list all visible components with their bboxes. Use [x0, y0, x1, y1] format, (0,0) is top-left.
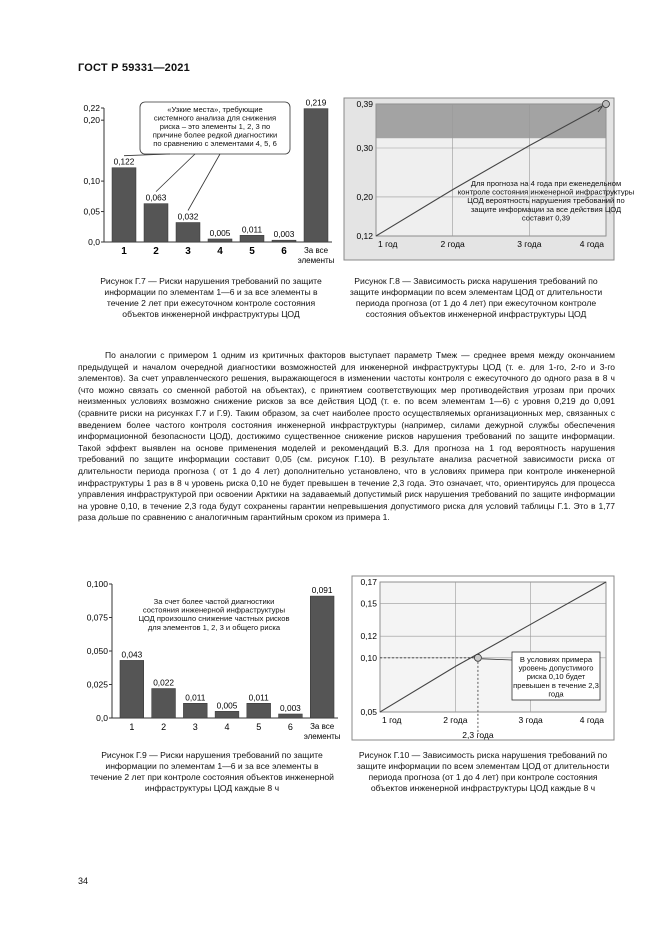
bar [215, 711, 239, 718]
bar-value-label: 0,043 [121, 649, 143, 660]
bar-value-label: 0,091 [311, 585, 333, 596]
figure-g10-line-chart [352, 576, 614, 740]
x-category-label [298, 246, 335, 265]
annotation-text-line: ЦОД вероятность нарушения требований по [467, 196, 625, 206]
x-tick-label: 1 год [382, 715, 402, 725]
annotation-text-line: Для прогноза на 4 года при еженедельном [470, 179, 622, 188]
y-tick-label: 0,17 [360, 577, 377, 587]
bar-value-label: 0,022 [153, 677, 174, 688]
bar [310, 596, 334, 718]
x-category-label: 6 [287, 722, 293, 732]
annotation-text-line: контроле состояния инженерной инфраструктуры [457, 187, 635, 197]
annotation-text-line: защите информации за все действия ЦОД [470, 204, 622, 214]
annotation-text-line: За счет более частой диагностики [153, 597, 275, 606]
y-tick-label: 0,20 [356, 191, 373, 202]
y-tick-label: 0,0 [88, 237, 100, 247]
bar [247, 703, 271, 718]
bar-value-label: 0,011 [185, 692, 206, 703]
y-tick-label: 0,30 [356, 143, 373, 153]
x-category-label: 2 [161, 722, 167, 732]
bar [152, 689, 176, 718]
annotation-text-line: уровень допустимого [518, 663, 594, 673]
figure-g10-caption: Рисунок Г.10 — Зависимость риска нарушения требований по защите информации по всем элементам ЦОД от длительности периода прогноза (от 1 до 4 лет) при контроле состояния объектов инженерной инфраструктуры ЦОД каждые 8 ч [356, 750, 610, 793]
x-category-label: 3 [192, 722, 198, 732]
y-tick-label: 0,22 [83, 103, 100, 113]
bar [304, 109, 328, 242]
x-category-label: 2 [153, 246, 159, 257]
y-tick-label: 0,075 [86, 612, 108, 623]
annotation-text-line: причине более редкой диагностики [152, 130, 278, 140]
y-tick-label: 0,025 [86, 679, 108, 690]
bar [144, 204, 168, 242]
annotation-text-line: системного анализа для снижения [153, 113, 277, 123]
x-category-label: 4 [217, 246, 223, 257]
y-tick-label: 0,050 [86, 646, 108, 656]
annotation-arrow [188, 154, 220, 211]
figure-g7-caption: Рисунок Г.7 — Риски нарушения требований по защите информации по элементам 1—6 и за все элементы в течение 2 лет при ежесуточном контроле состояния объектов инженерной инфраструктуры ЦОД [100, 276, 322, 319]
annotation-text-line: риска 0,10 будет [526, 672, 586, 682]
x-tick-label: 2 года [443, 715, 468, 725]
bar-value-label: 0,063 [145, 192, 167, 203]
risk-band [376, 104, 606, 138]
x-category-label-line: За все [303, 246, 329, 255]
x-category-label: 1 [121, 246, 127, 257]
bar-value-label: 0,032 [177, 211, 199, 222]
bar [272, 240, 296, 242]
y-tick-label: 0,10 [83, 176, 100, 187]
annotation-text-line: года [548, 689, 564, 699]
x-category-label: 4 [224, 722, 230, 732]
bar-value-label: 0,011 [241, 224, 263, 235]
y-tick-label: 0,10 [360, 652, 377, 663]
bar-value-label: 0,219 [305, 97, 327, 108]
y-tick-label: 0,15 [360, 598, 377, 609]
annotation-text-line: по сравнению с элементами 4, 5, 6 [153, 139, 277, 148]
bar-value-label: 0,005 [209, 227, 231, 238]
document-header: ГОСТ Р 59331—2021 [78, 62, 190, 74]
bar-value-label: 0,003 [273, 229, 295, 240]
figure-g8-line-chart [344, 98, 635, 260]
marker-x-label: 2,3 года [462, 730, 494, 740]
annotation-text-line: В условиях примера [519, 655, 593, 664]
x-tick-label: 4 года [579, 715, 604, 725]
y-tick-label: 0,100 [86, 579, 108, 589]
x-category-label [304, 722, 341, 741]
x-tick-label: 3 года [517, 239, 542, 249]
bar-value-label: 0,011 [248, 692, 269, 703]
y-tick-label: 0,12 [356, 231, 373, 241]
bar [176, 223, 200, 242]
x-category-label-line: За все [310, 722, 335, 731]
annotation-text-line: ЦОД произошло снижение частных рисков [138, 614, 290, 624]
x-tick-label: 4 года [579, 239, 604, 249]
bar [240, 235, 264, 242]
y-tick-label: 0,0 [96, 713, 108, 723]
y-tick-label: 0,05 [360, 707, 377, 717]
x-tick-label: 1 год [378, 239, 398, 249]
bar-value-label: 0,003 [280, 702, 301, 713]
bar [120, 660, 144, 718]
x-category-label: 3 [185, 246, 191, 257]
figure-g9-caption: Рисунок Г.9 — Риски нарушения требований по защите информации по элементам 1—6 и за все элементы в течение 2 лет при контроле состояния объектов инженерной инфраструктуры ЦОД каждые 8 ч [90, 750, 334, 793]
y-tick-label: 0,20 [83, 115, 100, 126]
y-tick-label: 0,39 [356, 99, 373, 109]
bar [183, 703, 207, 718]
figure-g7-bar-chart [78, 98, 338, 268]
annotation-text-line: «Узкие места», требующие [167, 105, 263, 114]
x-category-label: 6 [281, 246, 287, 257]
bar-value-label: 0,005 [216, 700, 238, 711]
x-category-label-line: элементы [297, 256, 335, 265]
figure-g8-caption: Рисунок Г.8 — Зависимость риска нарушения требований по защите информации по всем элементам ЦОД от длительности периода прогноза (от 1 до 4 лет) при ежесуточном контроле состояния объектов инженерной инфраструктуры ЦОД [349, 276, 603, 319]
figure-g9-bar-chart [78, 576, 344, 744]
threshold-marker [474, 654, 481, 661]
x-tick-label: 3 года [518, 715, 543, 725]
bar [279, 714, 303, 718]
annotation-text [153, 105, 278, 148]
annotation-arrow [156, 154, 195, 192]
x-category-label: 1 [129, 722, 135, 732]
annotation-text-line: состояния инженерной инфраструктуры [142, 605, 286, 615]
annotation-text-line: риска – это элементы 1, 2, 3 по [159, 122, 271, 131]
body-paragraph: По аналогии с примером 1 одним из критичных факторов выступает параметр Tмеж — среднее время между окончанием предыдущей и началом очередной диагностики возможностей для инженерной инфраструктуры ЦОД (т. е. для 1-го, 2-го и 3-го элементов). За счет управленческого решения, выражающегося в изменении частоты контроля с ежесуточного до одного раза в 8 ч (что можно связать со сменной работой на объектах), с принятием соответствующих мер противодействия угрозам при прочих неизменных условиях возможно снижение рисков за все действия ЦОД (т. е. по всем элементам 1—6) с уровня 0,219 до 0,091 (сравните риски на рисунках Г.7 и Г.9). Таким образом, за счет наиболее просто осуществляемых организационных мер, связанных с введением более частого контроля состояния инженерной инфраструктуры (например, силами дежурной службы обеспечения информационной безопасности ЦОД), достижимо существенное снижение рисков нарушения требований по защите информации. Такой эффект выявлен на основе применения моделей и рекомендаций В.3. Для прогноза на 1 год вероятность нарушения требований по защите информации составит 0,05 (см. рисунок Г.10). В результате анализа расчетной зависимости риска от длительности периода прогноза ( от 1 до 4 лет) дополнительно установлено, что в условиях примера при контроле инженерной инфраструктуры 1 раз в 8 ч уровень риска 0,10 не будет превышен в течение 2,3 года. Это означает, что, ориентируясь для процесса управления инфраструктурой при освоении Арктики на задаваемый допустимый риск нарушения требований по защите информации на уровне 0,10, в течение 2,3 года будут сохранены гарантии непревышения допустимого риска для условий таблицы Г.1. Это в 1,77 раза дольше по сравнению с аналогичным гарантийным сроком из примера 1. [78, 350, 615, 523]
annotation-text-line: для элементов 1, 2, 3 и общего риска [147, 622, 281, 632]
y-tick-label: 0,12 [360, 631, 377, 642]
annotation-text-line: превышен в течение 2,3 [513, 680, 599, 690]
bar-value-label: 0,122 [113, 156, 135, 167]
bar [112, 168, 136, 242]
bar [208, 239, 232, 242]
page-number: 34 [78, 876, 89, 886]
x-category-label-line: элементы [303, 732, 341, 741]
forecast-marker [603, 101, 610, 108]
x-category-label: 5 [256, 722, 262, 732]
annotation-text [138, 597, 289, 632]
y-tick-label: 0,05 [83, 206, 100, 217]
x-tick-label: 2 года [440, 239, 465, 249]
x-category-label: 5 [249, 246, 255, 257]
annotation-text-line: составит 0,39 [521, 213, 571, 223]
